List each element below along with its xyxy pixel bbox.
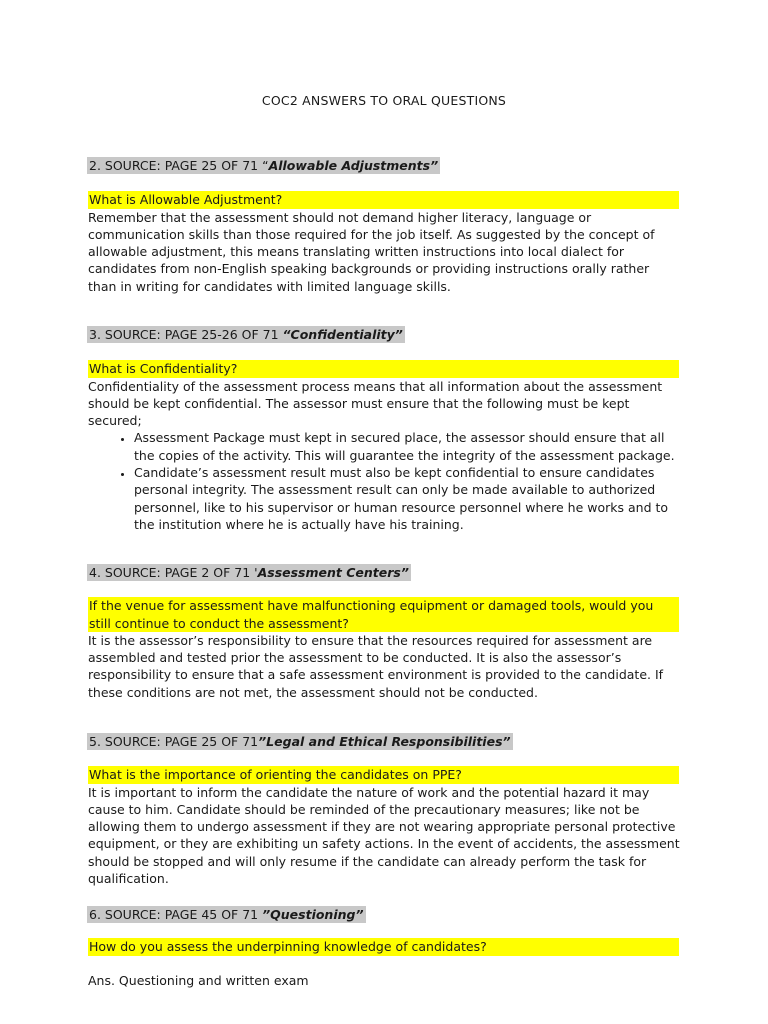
question-highlight: What is Allowable Adjustment? xyxy=(88,191,679,208)
question-highlight: What is Confidentiality? xyxy=(88,360,679,377)
section-header xyxy=(87,326,405,343)
answer-text: It is the assessor’s responsibility to ensure that the resources required for assessment are assembled and tested prior the assessment to be conducted. It is also the assessor’s responsibility to ensure that a safe assessment environment is provided to the candidate. If these conditions are not met, the assessment should not be conducted. xyxy=(88,632,664,700)
topic-label: Allowable Adjustments” xyxy=(268,158,439,173)
source-label: 5. SOURCE: PAGE 25 OF 71 xyxy=(89,734,259,749)
section-header xyxy=(87,157,440,174)
section-assessment-centers xyxy=(88,564,680,701)
question-highlight: What is the importance of orienting the candidates on PPE? xyxy=(88,766,679,783)
answer-text: Confidentiality of the assessment process means that all information about the assessment should be kept confidential. The assessor must ensure that the following must be kept secured; xyxy=(88,378,663,429)
topic-label: Assessment Centers” xyxy=(257,565,409,580)
section-header xyxy=(87,906,366,923)
topic-label: “Confidentiality” xyxy=(282,327,403,342)
section-questioning xyxy=(88,906,680,989)
question-highlight: How do you assess the underpinning knowledge of candidates? xyxy=(88,938,679,955)
topic-label: ”Legal and Ethical Responsibilities” xyxy=(258,734,511,749)
question-highlight: If the venue for assessment have malfunctioning equipment or damaged tools, would you still continue to conduct the assessment? xyxy=(88,597,679,632)
source-label: 3. SOURCE: PAGE 25-26 OF 71 xyxy=(89,327,283,342)
section-header xyxy=(87,564,411,581)
answer-text: Remember that the assessment should not demand higher literacy, language or communication skills than those required for the job itself. As suggested by the concept of allowable adjustment, this means translating written instructions into local dialect for candidates from non-English speaking backgrounds or providing instructions orally rather than in writing for candidates with limited language skills. xyxy=(88,209,655,294)
source-label: 4. SOURCE: PAGE 2 OF 71 ' xyxy=(89,565,258,580)
section-legal-ethical xyxy=(88,733,680,887)
list-item: • Assessment Package must kept in secured place, the assessor should ensure that all the copies of the activity. This will guarantee the integrity of the assessment package. xyxy=(134,429,680,464)
source-label: 2. SOURCE: PAGE 25 OF 71 “ xyxy=(89,158,269,173)
topic-label: ”Questioning” xyxy=(262,907,364,922)
source-label: 6. SOURCE: PAGE 45 OF 71 xyxy=(89,907,263,922)
section-allowable-adjustments xyxy=(88,157,680,295)
section-header xyxy=(87,733,513,750)
bullet-list xyxy=(88,429,680,533)
document-title: COC2 ANSWERS TO ORAL QUESTIONS xyxy=(261,93,507,108)
answer-text: It is important to inform the candidate the nature of work and the potential hazard it may cause to him. Candidate should be reminded of the precautionary measures; like not be allowing them to undergo assessment if they are not wearing appropriate personal protective equipment, or they are exhibiting un safety actions. In the event of accidents, the assessment should be stopped and will only resume if the candidate can already perform the task for qualification. xyxy=(88,784,680,887)
answer-text: Ans. Questioning and written exam xyxy=(88,972,309,988)
section-confidentiality xyxy=(88,326,680,533)
list-item: • Candidate’s assessment result must also be kept confidential to ensure candidates personal integrity. The assessment result can only be made available to authorized personnel, like to his supervisor or human resource personnel where he works and to the institution where he is actually have his training. xyxy=(134,464,680,533)
